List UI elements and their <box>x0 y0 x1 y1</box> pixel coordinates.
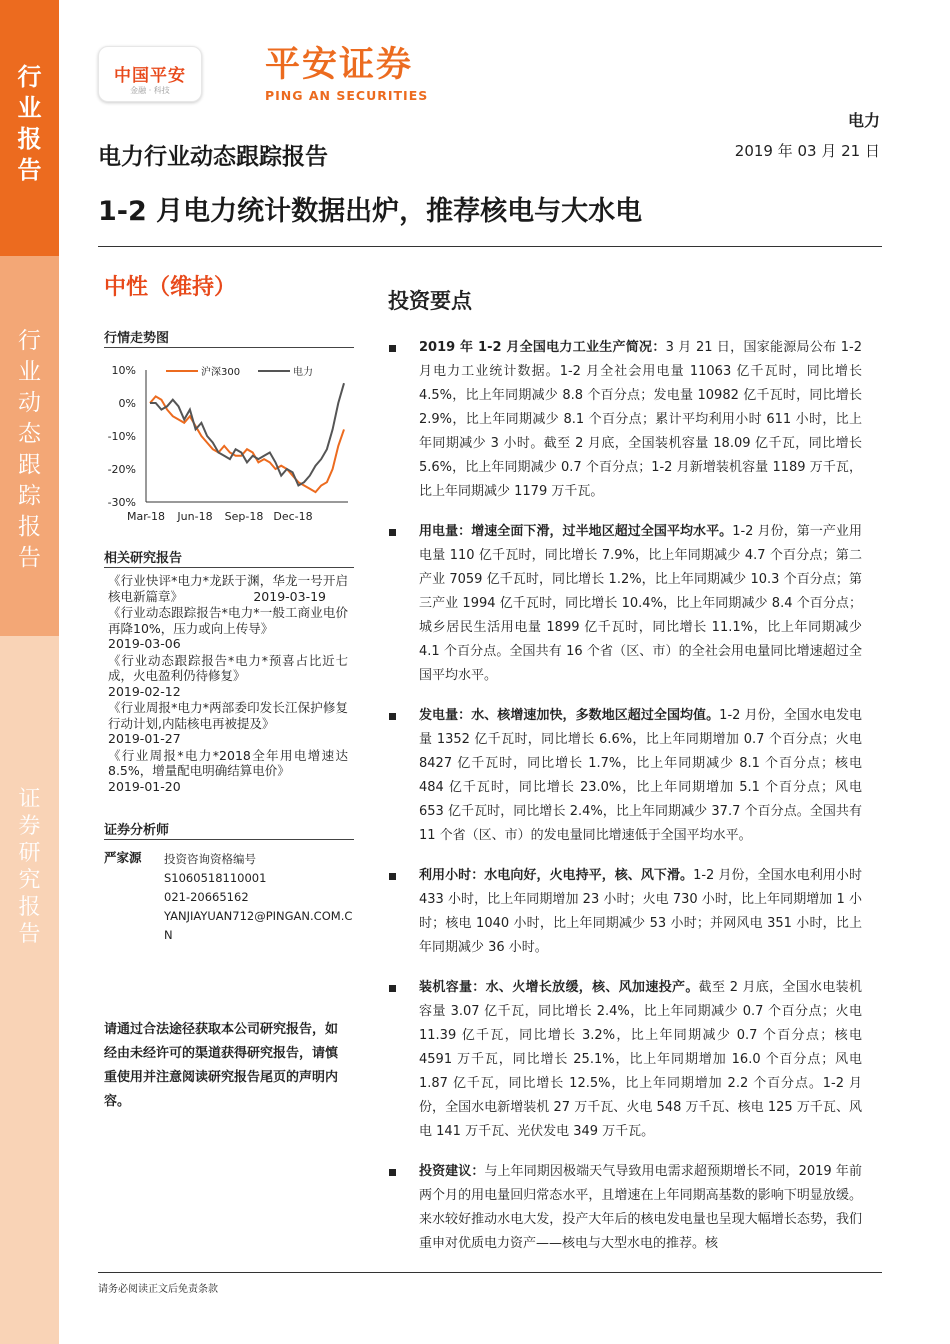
report-date: 2019-03-06 <box>108 636 181 651</box>
chart-section-title: 行情走势图 <box>104 331 170 346</box>
bullet-square-icon <box>389 713 396 720</box>
ping-an-securities-logo <box>265 44 428 103</box>
report-date: 2019-01-20 <box>108 778 181 794</box>
footer-disclaimer[interactable]: 请务必阅读正文后免责条款 <box>98 1284 218 1295</box>
key-point <box>386 520 862 688</box>
key-point <box>386 976 862 1144</box>
analyst-cert-label: 投资咨询资格编号 <box>164 852 256 866</box>
report-link[interactable]: 《行业周报*电力*两部委印发长江保护修复行动计划,内陆核电再被提及》 <box>108 700 348 731</box>
related-reports-list <box>108 573 348 795</box>
section-divider <box>104 347 354 348</box>
y-tick-label: -10% <box>107 430 136 443</box>
rating-badge: 中性（维持） <box>104 275 237 300</box>
bullet-square-icon <box>389 1169 396 1176</box>
footer-divider <box>98 1272 882 1273</box>
sidebar-block-report-subtype <box>0 256 59 636</box>
market-trend-chart <box>104 354 354 530</box>
sidebar-label <box>0 636 59 948</box>
x-tick-label: Mar-18 <box>126 510 166 523</box>
key-point-lead: 用电量：增速全面下滑，过半地区超过全国平均水平。 <box>419 524 733 539</box>
key-points-title: 投资要点 <box>388 289 472 313</box>
sidebar-label-text: 证 券 研 究 报 告 <box>18 787 41 947</box>
key-point-body: 1-2 月份，第一产业用电量 110 亿千瓦时，同比增长 7.9%，比上年同期减少 4.7 个百分点；第二产业 7059 亿千瓦时，同比增长 1.2%，比上年同期减少 10.3 个百分点；第三产业 1994 亿千瓦时，同比增长 10.4%，比上年同期减少 8.4 个百分点；城乡居民生活用电量 1899 亿千瓦时，同比增长 11.1%，比上年同期减少 4.1 个百分点。全国共有 16 个省（区、市）的全社会用电量同比增速超过全国平均水平。 <box>419 524 862 683</box>
report-date: 2019-01-27 <box>108 731 181 746</box>
x-tick-label: Sep-18 <box>224 510 264 523</box>
sidebar-label-text: 行 业 报 告 <box>17 63 42 184</box>
y-tick-label: -20% <box>107 463 136 476</box>
list-item[interactable] <box>108 605 348 652</box>
header-divider <box>98 246 882 247</box>
report-link[interactable]: 《行业动态跟踪报告*电力*预喜占比近七成，火电盈利仍待修复》 <box>108 652 348 683</box>
sidebar-block-report-category <box>0 0 59 256</box>
compliance-notice: 请通过合法途径获取本公司研究报告，如经由未经许可的渠道获得研究报告，请慎重使用并注意阅读研究报告尾页的声明内容。 <box>104 1022 339 1109</box>
y-tick-label: -30% <box>107 496 136 509</box>
bullet-square-icon <box>389 985 396 992</box>
analyst-email[interactable]: YANJIAYUAN712@PINGAN.COM.CN <box>164 909 353 942</box>
key-point <box>386 704 862 848</box>
key-point-body: 与上年同期因极端天气导致用电需求超预期增长不同，2019 年前两个月的用电量回归常态水平，且增速在上年同期高基数的影响下明显放缓。来水较好推动水电大发，投产大年后的核电发电量也呈现大幅增长态势，我们重申对优质电力资产——核电与大型水电的推荐。核 <box>419 1164 862 1251</box>
bullet-square-icon <box>389 873 396 880</box>
key-point-body: 1-2 月份，全国水电利用小时 433 小时，比上年同期增加 23 小时；火电 730 小时，比上年同期增加 1 小时；核电 1040 小时，比上年同期减少 53 小时；并网风电 351 小时，比上年同期减少 36 小时。 <box>419 868 862 955</box>
analyst-info <box>164 850 359 945</box>
analyst-phone: 021-20665162 <box>164 890 249 904</box>
report-type-title: 电力行业动态跟踪报告 <box>98 144 328 170</box>
logo-cn-text: 平安证券 <box>265 45 414 85</box>
x-tick-label: Jun-18 <box>177 510 213 523</box>
list-item[interactable] <box>108 573 348 604</box>
sidebar-label <box>0 0 59 186</box>
series-line-hs300 <box>150 396 344 492</box>
key-point <box>386 1160 862 1256</box>
key-point-lead: 投资建议： <box>419 1164 485 1179</box>
logo-en-text: PING AN SECURITIES <box>265 88 429 103</box>
key-point-lead: 装机容量：水、火增长放缓，核、风加速投产。 <box>419 980 699 995</box>
key-point-body: 1-2 月份，全国水电发电量 1352 亿千瓦时，同比增长 6.6%，比上年同期增加 0.7 个百分点；火电 8427 亿千瓦时，同比增长 1.7%，比上年同期减少 8.1 个百分点；核电 484 亿千瓦时，同比增长 23.0%，比上年同期增加 5.1 个百分点；风电 653 亿千瓦时，同比增长 2.4%，比上年同期减少 37.7 个百分点。全国共有 11 个省（区、市）的发电量同比增速低于全国平均水平。 <box>419 708 862 843</box>
key-points-list <box>386 336 862 1272</box>
analyst-section-title: 证券分析师 <box>104 823 170 838</box>
bullet-square-icon <box>389 529 396 536</box>
sidebar-label-text: 行 业 动 态 跟 踪 报 告 <box>18 328 41 571</box>
list-item[interactable] <box>108 700 348 747</box>
key-point <box>386 864 862 960</box>
series-line-power <box>150 383 344 485</box>
x-tick-label: Dec-18 <box>273 510 313 523</box>
list-item[interactable] <box>108 653 348 700</box>
logo-text: 中国平安 <box>114 66 186 86</box>
bullet-square-icon <box>389 345 396 352</box>
legend-label: 沪深300 <box>201 367 241 378</box>
section-divider <box>104 567 354 568</box>
related-reports-title: 相关研究报告 <box>104 551 183 566</box>
report-link[interactable]: 《行业周报*电力*2018全年用电增速达8.5%，增量配电明确结算电价》 <box>108 747 348 778</box>
report-date: 2019-02-12 <box>108 683 181 699</box>
key-point-body: 截至 2 月底，全国水电装机容量 3.07 亿千瓦，同比增长 2.4%，比上年同期减少 0.7 个百分点；火电 11.39 亿千瓦，同比增长 3.2%，比上年同期减少 0.7 个百分点；核电 4591 万千瓦，同比增长 25.1%，比上年同期增加 16.0 个百分点；风电 1.87 亿千瓦，同比增长 12.5%，比上年同期增加 2.2 个百分点。1-2 月份，全国水电新增装机 27 万千瓦、火电 548 万千瓦、核电 125 万千瓦、风电 141 万千瓦、光伏发电 349 万千瓦。 <box>419 980 862 1139</box>
y-tick-label: 0% <box>118 397 136 410</box>
report-date: 2019-03-19 <box>253 588 326 604</box>
y-tick-label: 10% <box>111 364 136 377</box>
ping-an-group-logo <box>98 46 202 102</box>
sidebar-label <box>0 256 59 574</box>
logo-subtext: 金融 · 科技 <box>130 86 170 95</box>
key-point-lead: 2019 年 1-2 月全国电力工业生产简况： <box>419 340 666 355</box>
sidebar-block-research <box>0 636 59 1344</box>
list-item[interactable] <box>108 748 348 795</box>
report-link[interactable]: 《行业快评*电力*龙跃于渊，华龙一号开启核电新篇章》 <box>108 573 348 604</box>
key-point <box>386 336 862 504</box>
report-link[interactable]: 《行业动态跟踪报告*电力*一般工商业电价再降10%，压力或向上传导》 <box>108 605 348 636</box>
legend-label: 电力 <box>293 367 313 378</box>
key-point-lead: 发电量：水、核增速加快，多数地区超过全国均值。 <box>419 708 720 723</box>
key-point-body: 3 月 21 日，国家能源局公布 1-2 月电力工业统计数据。1-2 月全社会用电量 11063 亿千瓦时，同比增长 4.5%，比上年同期减少 8.8 个百分点；发电量 10982 亿千瓦时，同比增长 2.9%，比上年同期减少 8.1 个百分点；累计平均利用小时 611 小时，比上年同期减少 3 小时。截至 2 月底，全国装机容量 18.09 亿千瓦，同比增长 5.6%，比上年同期减少 0.7 个百分点；1-2 月新增装机容量 1189 万千瓦，比上年同期减少 1179 万千瓦。 <box>419 340 862 499</box>
report-date: 2019 年 03 月 21 日 <box>734 142 880 160</box>
industry-label: 电力 <box>847 111 880 130</box>
analyst-cert-number: S1060518110001 <box>164 871 267 885</box>
report-headline: 1-2 月电力统计数据出炉，推荐核电与大水电 <box>98 196 643 227</box>
section-divider <box>104 839 354 840</box>
analyst-name: 严家源 <box>104 850 142 865</box>
key-point-lead: 利用小时：水电向好，火电持平，核、风下滑。 <box>419 868 694 883</box>
